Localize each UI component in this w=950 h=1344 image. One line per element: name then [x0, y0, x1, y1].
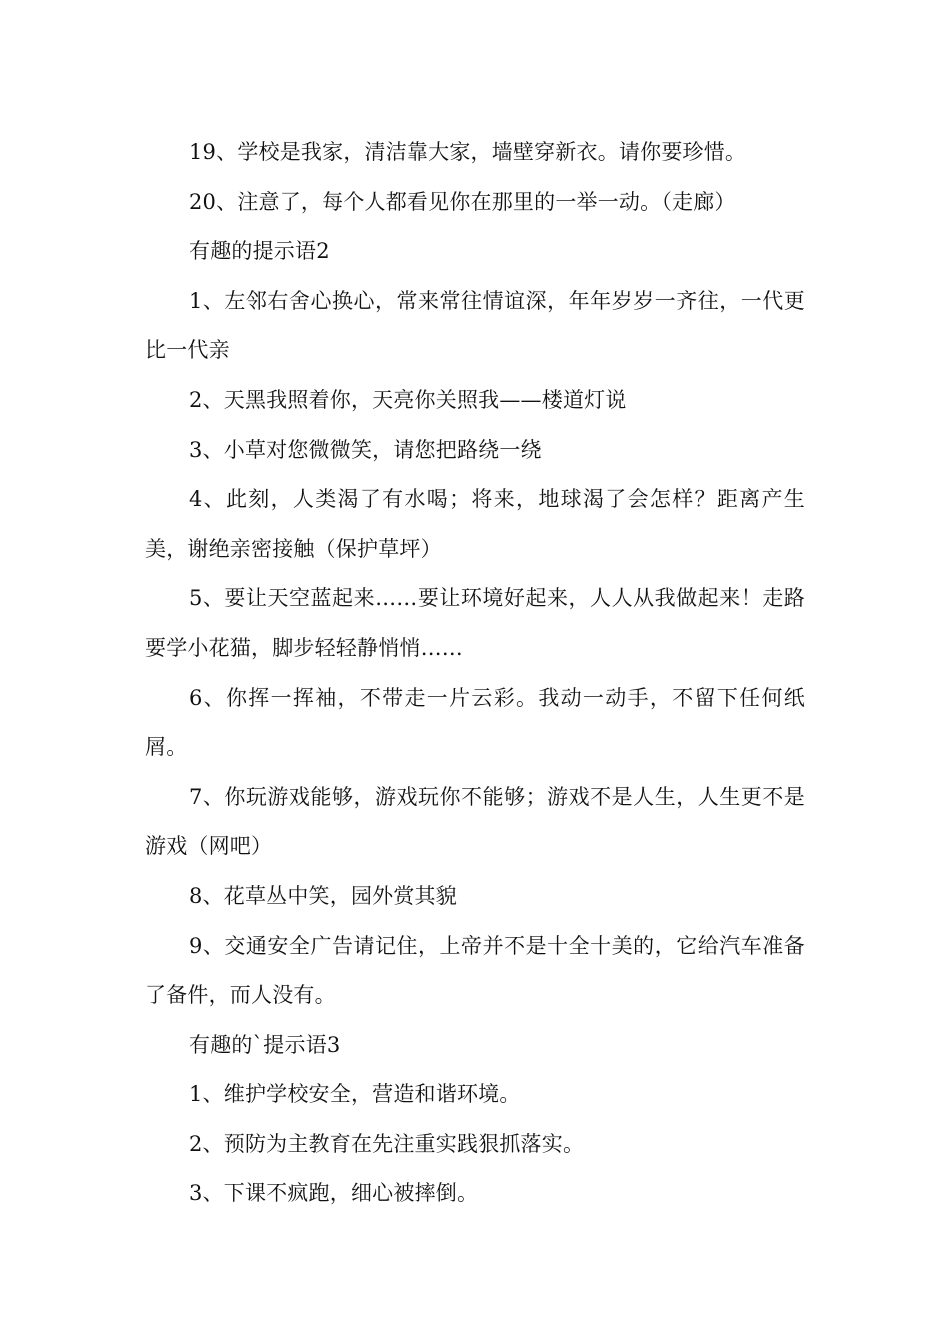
- list-item: 8、花草丛中笑，园外赏其貌: [189, 883, 457, 908]
- list-item: 7、你玩游戏能够，游戏玩你不能够；游戏不是人生，人生更不是游戏（网吧）: [145, 784, 805, 859]
- list-item: 3、小草对您微微笑，请您把路绕一绕: [189, 437, 542, 462]
- list-item: 2、天黑我照着你，天亮你关照我——楼道灯说: [189, 387, 627, 412]
- list-item: 1、维护学校安全，营造和谐环境。: [189, 1082, 521, 1107]
- document-body: [145, 128, 805, 1219]
- list-item: 5、要让天空蓝起来……要让环境好起来，人人从我做起来！走路要学小花猫，脚步轻轻静悄悄……: [145, 586, 805, 660]
- list-item: 4、此刻，人类渴了有水喝；将来，地球渴了会怎样？距离产生美，谢绝亲密接触（保护草坪）: [145, 487, 805, 561]
- list-item: 6、你挥一挥袖，不带走一片云彩。我动一动手，不留下任何纸屑。: [145, 685, 805, 760]
- list-item: 19、学校是我家，清洁靠大家，墙壁穿新衣。请你要珍惜。: [189, 140, 747, 164]
- list-item: 2、预防为主教育在先注重实践狠抓落实。: [189, 1131, 585, 1156]
- list-item: 20、注意了，每个人都看见你在那里的一举一动。（走廊）: [189, 189, 736, 214]
- section-heading: 有趣的提示语2: [189, 239, 330, 264]
- list-item: 3、下课不疯跑，细心被摔倒。: [189, 1181, 479, 1206]
- section-heading: 有趣的`提示语3: [189, 1032, 341, 1057]
- list-item: 9、交通安全广告请记住，上帝并不是十全十美的，它给汽车准备了备件，而人没有。: [145, 933, 805, 1008]
- list-item: 1、左邻右舍心换心，常来常往情谊深，年年岁岁一齐往，一代更比一代亲: [145, 288, 805, 363]
